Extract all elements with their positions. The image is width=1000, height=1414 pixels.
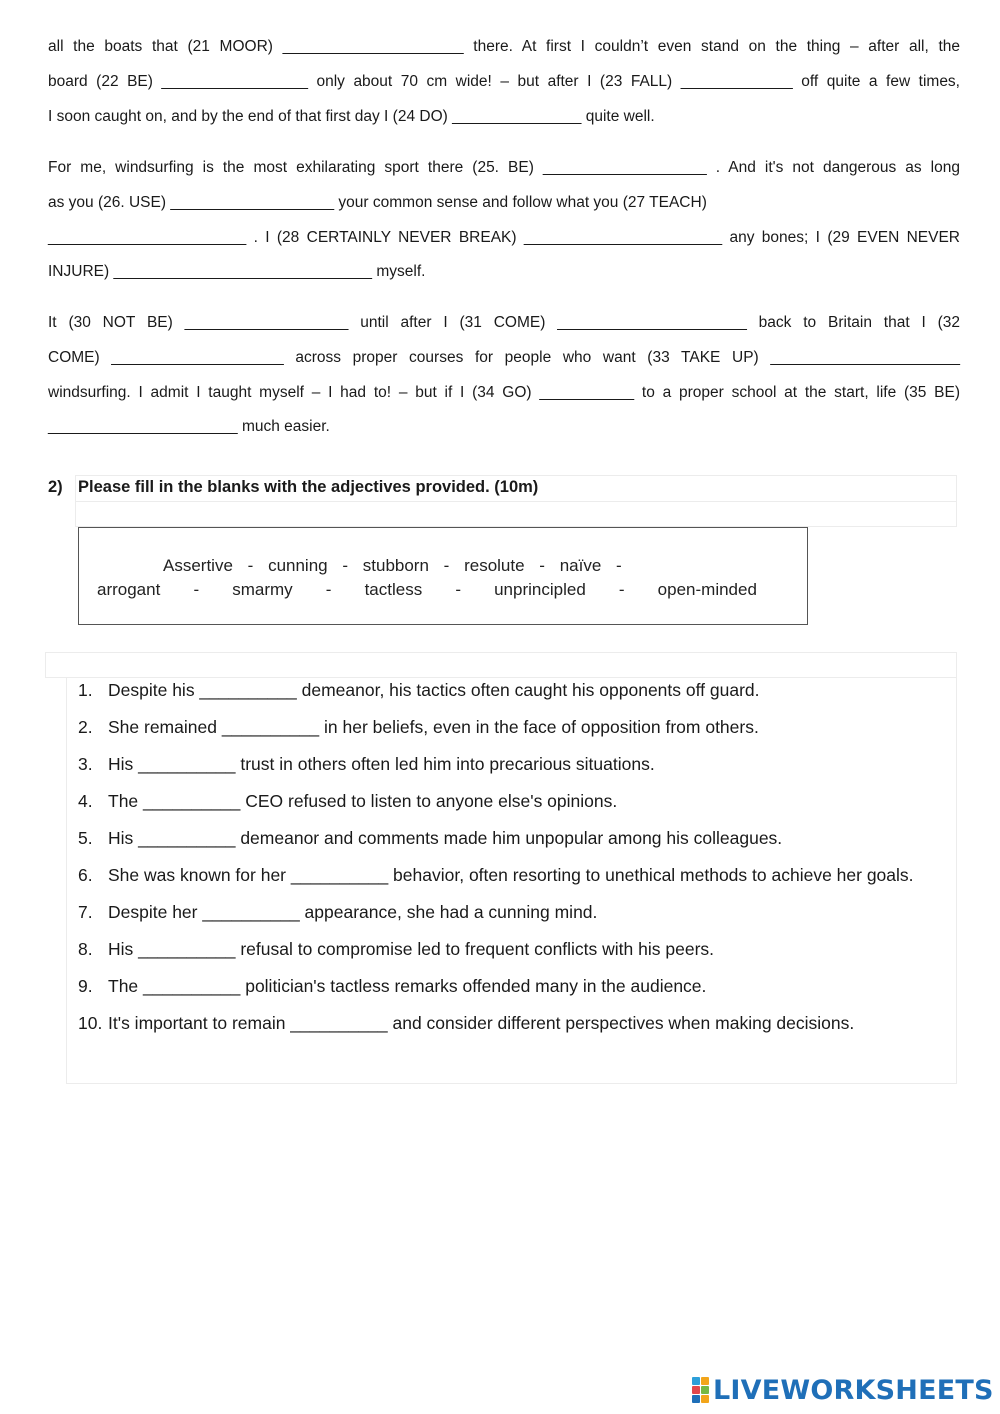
word-bank-separator: - <box>455 580 461 599</box>
text-line: board (22 BE) _________________ only about 70 cm wide! – but after I (23 FALL) _____________ off quite a few times, <box>48 72 960 90</box>
logo-mark-square <box>692 1395 700 1403</box>
question-text: It's important to remain __________ and consider different perspectives when making decisions. <box>108 1013 855 1033</box>
text-line: windsurfing. I admit I taught myself – I had to! – but if I (34 GO) ___________ to a proper school at the start, life (35 BE) <box>48 383 960 401</box>
question-number: 8. <box>78 939 93 959</box>
question-number: 10. <box>78 1013 103 1033</box>
question-item <box>78 1005 938 1042</box>
text-line: It (30 NOT BE) ___________________ until after I (31 COME) ______________________ back to Britain that I (32 <box>48 314 960 331</box>
question-number: 3. <box>78 754 93 774</box>
text-line: I soon caught on, and by the end of that first day I (24 DO) _______________ quite well. <box>48 107 655 125</box>
question-item <box>78 857 938 894</box>
text-line: _______________________ . I (28 CERTAINLY NEVER BREAK) _______________________ any bones; I (29 EVEN NEVER <box>48 228 960 246</box>
question-number: 7. <box>78 902 93 922</box>
question-number: 6. <box>78 865 93 885</box>
paragraph-3 <box>48 306 960 445</box>
word-bank-row <box>79 556 891 576</box>
paragraph-2 <box>48 151 960 290</box>
word-bank-word: smarmy <box>232 580 293 599</box>
word-bank-word: naïve <box>559 556 602 575</box>
question-number: 5. <box>78 828 93 848</box>
question-item <box>78 968 938 1005</box>
question-text: Despite his __________ demeanor, his tactics often caught his opponents off guard. <box>108 680 760 700</box>
text-line: all the boats that (21 MOOR) _____________________ there. At first I couldn’t even stand on the thing – after all, the <box>48 38 960 55</box>
question-item <box>78 746 938 783</box>
question-text: Despite her __________ appearance, she had a cunning mind. <box>108 902 598 922</box>
question-text: His __________ demeanor and comments made him unpopular among his colleagues. <box>108 828 783 848</box>
word-bank <box>78 527 808 625</box>
question-text: She remained __________ in her beliefs, even in the face of opposition from others. <box>108 717 759 737</box>
word-bank-separator: - <box>342 556 349 575</box>
question-list <box>78 672 938 1042</box>
text-line: ______________________ much easier. <box>48 418 330 436</box>
word-bank-word: open-minded <box>657 580 757 599</box>
logo-mark-square <box>701 1377 709 1385</box>
question-text: The __________ CEO refused to listen to anyone else's opinions. <box>108 791 618 811</box>
logo-mark-square <box>692 1377 700 1385</box>
section-title: Please fill in the blanks with the adjectives provided. (10m) <box>78 478 539 496</box>
word-bank-separator: - <box>443 556 450 575</box>
word-bank-separator: - <box>193 580 200 599</box>
word-bank-separator: - <box>618 580 625 599</box>
question-number: 2. <box>78 717 93 737</box>
question-item <box>78 820 938 857</box>
paragraph-1 <box>48 30 960 134</box>
question-text: His __________ refusal to compromise led to frequent conflicts with his peers. <box>108 939 715 959</box>
logo-text: LIVEWORKSHEETS <box>713 1374 994 1406</box>
logo-mark-icon <box>692 1377 709 1403</box>
question-number: 1. <box>78 680 93 700</box>
logo-mark-square <box>701 1395 709 1403</box>
logo-mark-square <box>701 1386 709 1394</box>
word-bank-separator: - <box>616 556 622 575</box>
word-bank-word: arrogant <box>97 580 161 599</box>
word-bank-word: stubborn <box>362 556 429 575</box>
question-text: The __________ politician's tactless remarks offended many in the audience. <box>108 976 707 996</box>
table-cell <box>75 501 957 527</box>
word-bank-row <box>79 580 807 600</box>
question-item <box>78 783 938 820</box>
question-number: 4. <box>78 791 93 811</box>
text-line: INJURE) ______________________________ myself. <box>48 263 426 281</box>
text-line: COME) ____________________ across proper courses for people who want (33 TAKE UP) ______________________ <box>48 348 960 366</box>
section-number: 2) <box>48 478 63 496</box>
question-number: 9. <box>78 976 93 996</box>
word-bank-separator: - <box>539 556 545 575</box>
liveworksheets-logo[interactable] <box>692 1375 994 1405</box>
logo-mark-square <box>692 1386 700 1394</box>
word-bank-word: tactless <box>364 580 423 599</box>
word-bank-word: unprincipled <box>494 580 586 599</box>
word-bank-word: cunning <box>268 556 328 575</box>
question-text: She was known for her __________ behavior, often resorting to unethical methods to achieve her goals. <box>108 865 914 885</box>
word-bank-separator: - <box>247 556 254 575</box>
section-2-header <box>44 475 956 501</box>
text-line: For me, windsurfing is the most exhilarating sport there (25. BE) ___________________ . And it's not dangerous as long <box>48 159 960 176</box>
word-bank-word: resolute <box>464 556 525 575</box>
word-bank-word: Assertive <box>163 556 233 575</box>
text-line: as you (26. USE) ___________________ your common sense and follow what you (27 TEACH) <box>48 193 707 211</box>
word-bank-separator: - <box>325 580 332 599</box>
question-text: His __________ trust in others often led him into precarious situations. <box>108 754 655 774</box>
question-item <box>78 894 938 931</box>
question-item <box>78 931 938 968</box>
question-item <box>78 709 938 746</box>
question-item <box>78 672 938 709</box>
